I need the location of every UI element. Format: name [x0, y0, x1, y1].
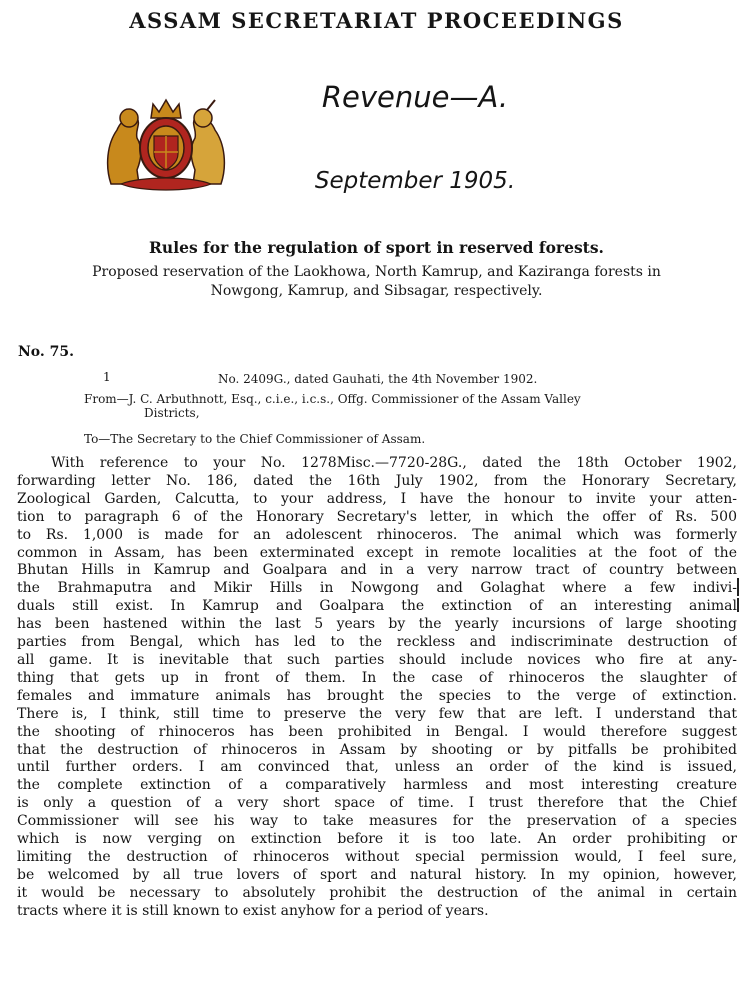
- margin-bar: [737, 578, 739, 596]
- body-line: the shooting of rhinoceros has been prohibited in Bengal. I would therefore suggest: [17, 723, 737, 740]
- body-line: all game. It is inevitable that such parties should include novices who fire at any-: [17, 651, 737, 668]
- publication-title: ASSAM SECRETARIAT PROCEEDINGS: [129, 8, 624, 33]
- body-line: the complete extinction of a comparatively harmless and most interesting creature: [17, 777, 737, 794]
- body-line: tion to paragraph 6 of the Honorary Secretary's letter, in which the offer of Rs. 500: [17, 508, 737, 525]
- margin-mark: 1: [103, 370, 111, 384]
- body-line: until further orders. I am convinced that, unless an order of the kind is issued,: [17, 759, 737, 776]
- body-line: thing that gets up in front of them. In the case of rhinoceros the slaughter of: [17, 669, 737, 686]
- letter-number: No. 75.: [18, 344, 74, 360]
- from-line-continued: Districts,: [144, 406, 200, 420]
- body-line: females and immature animals has brought the species to the verge of extinction.: [17, 687, 737, 704]
- subject-title: Rules for the regulation of sport in reserved forests.: [149, 238, 604, 257]
- body-line: has been hastened within the last 5 years by the yearly incursions of large shooting: [17, 616, 737, 633]
- body-line: forwarding letter No. 186, dated the 16th July 1902, from the Honorary Secretary,: [17, 472, 737, 489]
- subject-line: Nowgong, Kamrup, and Sibsagar, respectively.: [210, 283, 543, 299]
- letter-to: To—The Secretary to the Chief Commissioner of Assam.: [84, 432, 426, 446]
- body-line: that the destruction of rhinoceros in Assam by shooting or by pitfalls be prohibited: [17, 741, 737, 758]
- letter-from: [84, 392, 739, 420]
- margin-bar: [737, 598, 739, 612]
- royal-coat-of-arms-icon: [91, 96, 241, 196]
- department-heading: Revenue—A.: [321, 80, 509, 114]
- subject-description: [0, 263, 753, 301]
- body-line: the Brahmaputra and Mikir Hills in Nowgong and Golaghat where a few indivi-: [17, 580, 737, 597]
- body-line: limiting the destruction of rhinoceros without special permission would, I feel sure,: [17, 848, 737, 865]
- body-line: With reference to your No. 1278Misc.—7720-28G., dated the 18th October 1902,: [51, 455, 737, 471]
- body-line: There is, I think, still time to preserve the very few that are left. I understand that: [17, 705, 737, 722]
- body-line: be welcomed by all true lovers of sport and natural history. In my opinion, however,: [17, 866, 737, 883]
- body-line: Commissioner will see his way to take measures for the preservation of a species: [17, 813, 737, 830]
- body-line: Zoological Garden, Calcutta, to your address, I have the honour to invite your atten-: [17, 490, 737, 507]
- body-line: tracts where it is still known to exist anyhow for a period of years.: [17, 902, 489, 919]
- letter-reference: No. 2409G., dated Gauhati, the 4th November 1902.: [218, 372, 538, 386]
- body-line: is only a question of a very short space of time. I trust therefore that the Chief: [17, 795, 737, 812]
- body-line: it would be necessary to absolutely prohibit the destruction of the animal in certain: [17, 884, 737, 901]
- body-line: to Rs. 1,000 is made for an adolescent rhinoceros. The animal which was formerly: [17, 526, 737, 543]
- from-line: From—J. C. Arbuthnott, Esq., c.i.e., i.c.s., Offg. Commissioner of the Assam Valley: [84, 392, 581, 406]
- issue-date: September 1905.: [314, 168, 516, 194]
- body-line: duals still exist. In Kamrup and Goalpara the extinction of an interesting animal: [17, 598, 737, 615]
- body-line: common in Assam, has been exterminated except in remote localities at the foot of the: [17, 544, 737, 561]
- body-line: Bhutan Hills in Kamrup and Goalpara and in a very narrow tract of country between: [17, 562, 737, 579]
- letter-body: [17, 455, 737, 921]
- subject-line: Proposed reservation of the Laokhowa, North Kamrup, and Kaziranga forests in: [92, 264, 661, 280]
- body-line: parties from Bengal, which has led to the reckless and indiscriminate destruction of: [17, 634, 737, 651]
- body-line: which is now verging on extinction before it is too late. An order prohibiting or: [17, 831, 737, 848]
